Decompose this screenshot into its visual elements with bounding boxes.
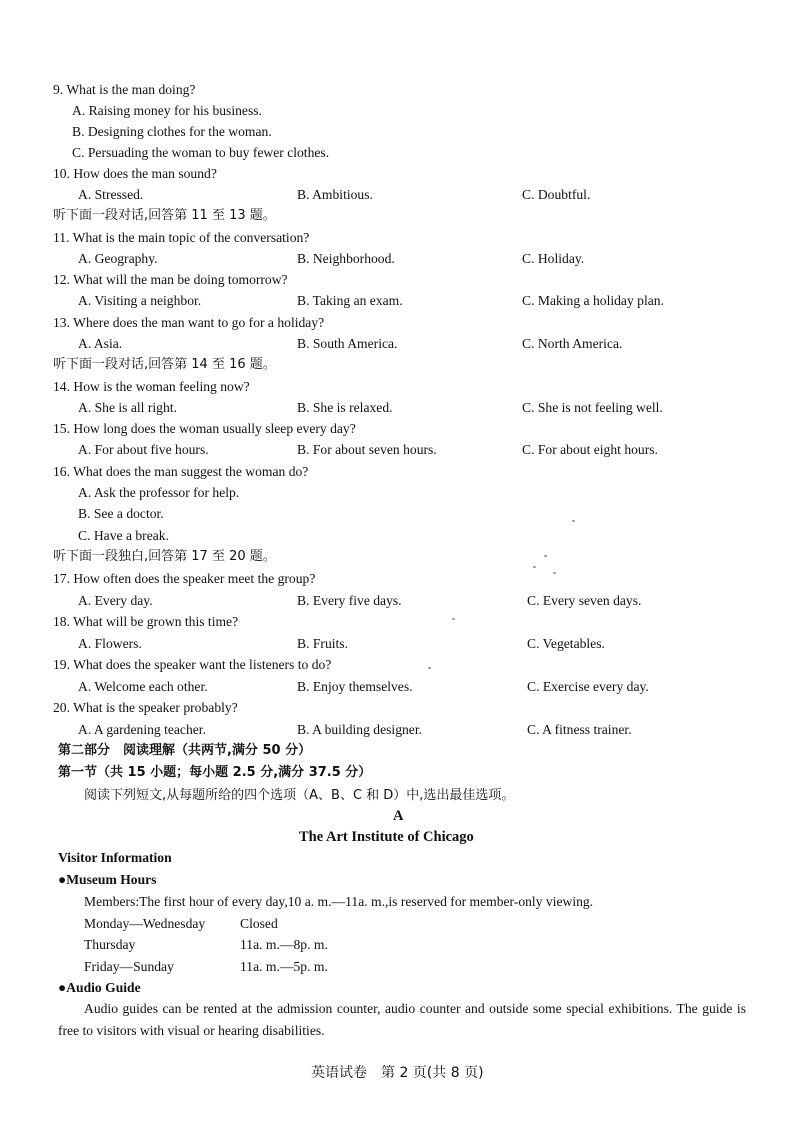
question-15-option-c: C. For about eight hours. bbox=[522, 442, 658, 457]
question-12-option-a: A. Visiting a neighbor. bbox=[78, 293, 202, 308]
question-19-option-b: B. Enjoy themselves. bbox=[297, 679, 413, 694]
schedule-time: 11a. m.—5p. m. bbox=[240, 959, 328, 974]
question-17-option-b: B. Every five days. bbox=[297, 593, 402, 608]
schedule-day: Thursday bbox=[84, 937, 136, 952]
question-19-option-a: A. Welcome each other. bbox=[78, 679, 208, 694]
scan-speck bbox=[452, 618, 455, 620]
part-2-heading: 第二部分 阅读理解（共两节,满分 50 分） bbox=[58, 743, 312, 758]
passage-letter: A bbox=[393, 808, 404, 824]
question-10-stem: 10. How does the man sound? bbox=[53, 166, 217, 181]
question-20-option-c: C. A fitness trainer. bbox=[527, 722, 632, 737]
question-16-option-c: C. Have a break. bbox=[78, 528, 169, 543]
question-17-option-a: A. Every day. bbox=[78, 593, 153, 608]
visitor-info-heading: Visitor Information bbox=[58, 850, 172, 865]
page-footer: 英语试卷 第 2 页(共 8 页) bbox=[311, 1065, 484, 1081]
passage-title: The Art Institute of Chicago bbox=[299, 829, 474, 845]
audio-guide-heading: ●Audio Guide bbox=[58, 980, 141, 995]
reading-instruction: 阅读下列短文,从每题所给的四个选项（A、B、C 和 D）中,选出最佳选项。 bbox=[84, 788, 515, 803]
schedule-time: Closed bbox=[240, 916, 278, 931]
question-16-option-a: A. Ask the professor for help. bbox=[78, 485, 240, 500]
section-1-heading: 第一节（共 15 小题；每小题 2.5 分,满分 37.5 分） bbox=[58, 765, 372, 780]
scan-speck bbox=[572, 520, 575, 522]
question-20-option-b: B. A building designer. bbox=[297, 722, 422, 737]
question-17-stem: 17. How often does the speaker meet the group? bbox=[53, 571, 316, 586]
question-16-option-b: B. See a doctor. bbox=[78, 506, 164, 521]
question-13-option-b: B. South America. bbox=[297, 336, 398, 351]
instruction-14-16: 听下面一段对话,回答第 14 至 16 题。 bbox=[53, 357, 276, 372]
question-14-option-c: C. She is not feeling well. bbox=[522, 400, 663, 415]
question-11-option-a: A. Geography. bbox=[78, 251, 158, 266]
question-20-option-a: A. A gardening teacher. bbox=[78, 722, 206, 737]
question-9-stem: 9. What is the man doing? bbox=[53, 82, 196, 97]
question-9-option-c: C. Persuading the woman to buy fewer clothes. bbox=[72, 145, 330, 160]
question-13-option-c: C. North America. bbox=[522, 336, 623, 351]
question-12-stem: 12. What will the man be doing tomorrow? bbox=[53, 272, 288, 287]
question-9-option-b: B. Designing clothes for the woman. bbox=[72, 124, 272, 139]
museum-hours-heading: ●Museum Hours bbox=[58, 872, 157, 887]
scan-speck bbox=[428, 667, 431, 669]
question-11-option-c: C. Holiday. bbox=[522, 251, 585, 266]
question-18-option-c: C. Vegetables. bbox=[527, 636, 605, 651]
question-20-stem: 20. What is the speaker probably? bbox=[53, 700, 238, 715]
question-13-option-a: A. Asia. bbox=[78, 336, 123, 351]
schedule-time: 11a. m.—8p. m. bbox=[240, 937, 328, 952]
question-18-option-a: A. Flowers. bbox=[78, 636, 142, 651]
question-18-option-b: B. Fruits. bbox=[297, 636, 348, 651]
question-14-option-a: A. She is all right. bbox=[78, 400, 177, 415]
schedule-day: Friday—Sunday bbox=[84, 959, 174, 974]
question-19-stem: 19. What does the speaker want the listeners to do? bbox=[53, 657, 332, 672]
question-14-option-b: B. She is relaxed. bbox=[297, 400, 393, 415]
question-13-stem: 13. Where does the man want to go for a holiday? bbox=[53, 315, 325, 330]
instruction-11-13: 听下面一段对话,回答第 11 至 13 题。 bbox=[53, 208, 276, 223]
question-15-stem: 15. How long does the woman usually sleep every day? bbox=[53, 421, 356, 436]
question-12-option-c: C. Making a holiday plan. bbox=[522, 293, 664, 308]
instruction-17-20: 听下面一段独白,回答第 17 至 20 题。 bbox=[53, 549, 276, 564]
scan-speck bbox=[533, 566, 536, 568]
question-10-option-a: A. Stressed. bbox=[78, 187, 144, 202]
question-16-stem: 16. What does the man suggest the woman do? bbox=[53, 464, 309, 479]
question-18-stem: 18. What will be grown this time? bbox=[53, 614, 239, 629]
schedule-day: Monday—Wednesday bbox=[84, 916, 206, 931]
question-15-option-a: A. For about five hours. bbox=[78, 442, 209, 457]
question-10-option-c: C. Doubtful. bbox=[522, 187, 591, 202]
scan-speck bbox=[544, 555, 547, 557]
question-12-option-b: B. Taking an exam. bbox=[297, 293, 403, 308]
members-note: Members:The first hour of every day,10 a. m.—11a. m.,is reserved for member-only viewing. bbox=[84, 894, 594, 909]
question-15-option-b: B. For about seven hours. bbox=[297, 442, 437, 457]
question-11-option-b: B. Neighborhood. bbox=[297, 251, 395, 266]
question-19-option-c: C. Exercise every day. bbox=[527, 679, 649, 694]
question-9-option-a: A. Raising money for his business. bbox=[72, 103, 262, 118]
audio-guide-text: Audio guides can be rented at the admission counter, audio counter and outside some special exhibitions. The guide is free to visitors with visual or hearing disabilities. bbox=[58, 1001, 746, 1038]
question-11-stem: 11. What is the main topic of the conversation? bbox=[53, 230, 310, 245]
scan-speck bbox=[553, 572, 556, 574]
question-10-option-b: B. Ambitious. bbox=[297, 187, 373, 202]
question-14-stem: 14. How is the woman feeling now? bbox=[53, 379, 250, 394]
question-17-option-c: C. Every seven days. bbox=[527, 593, 642, 608]
